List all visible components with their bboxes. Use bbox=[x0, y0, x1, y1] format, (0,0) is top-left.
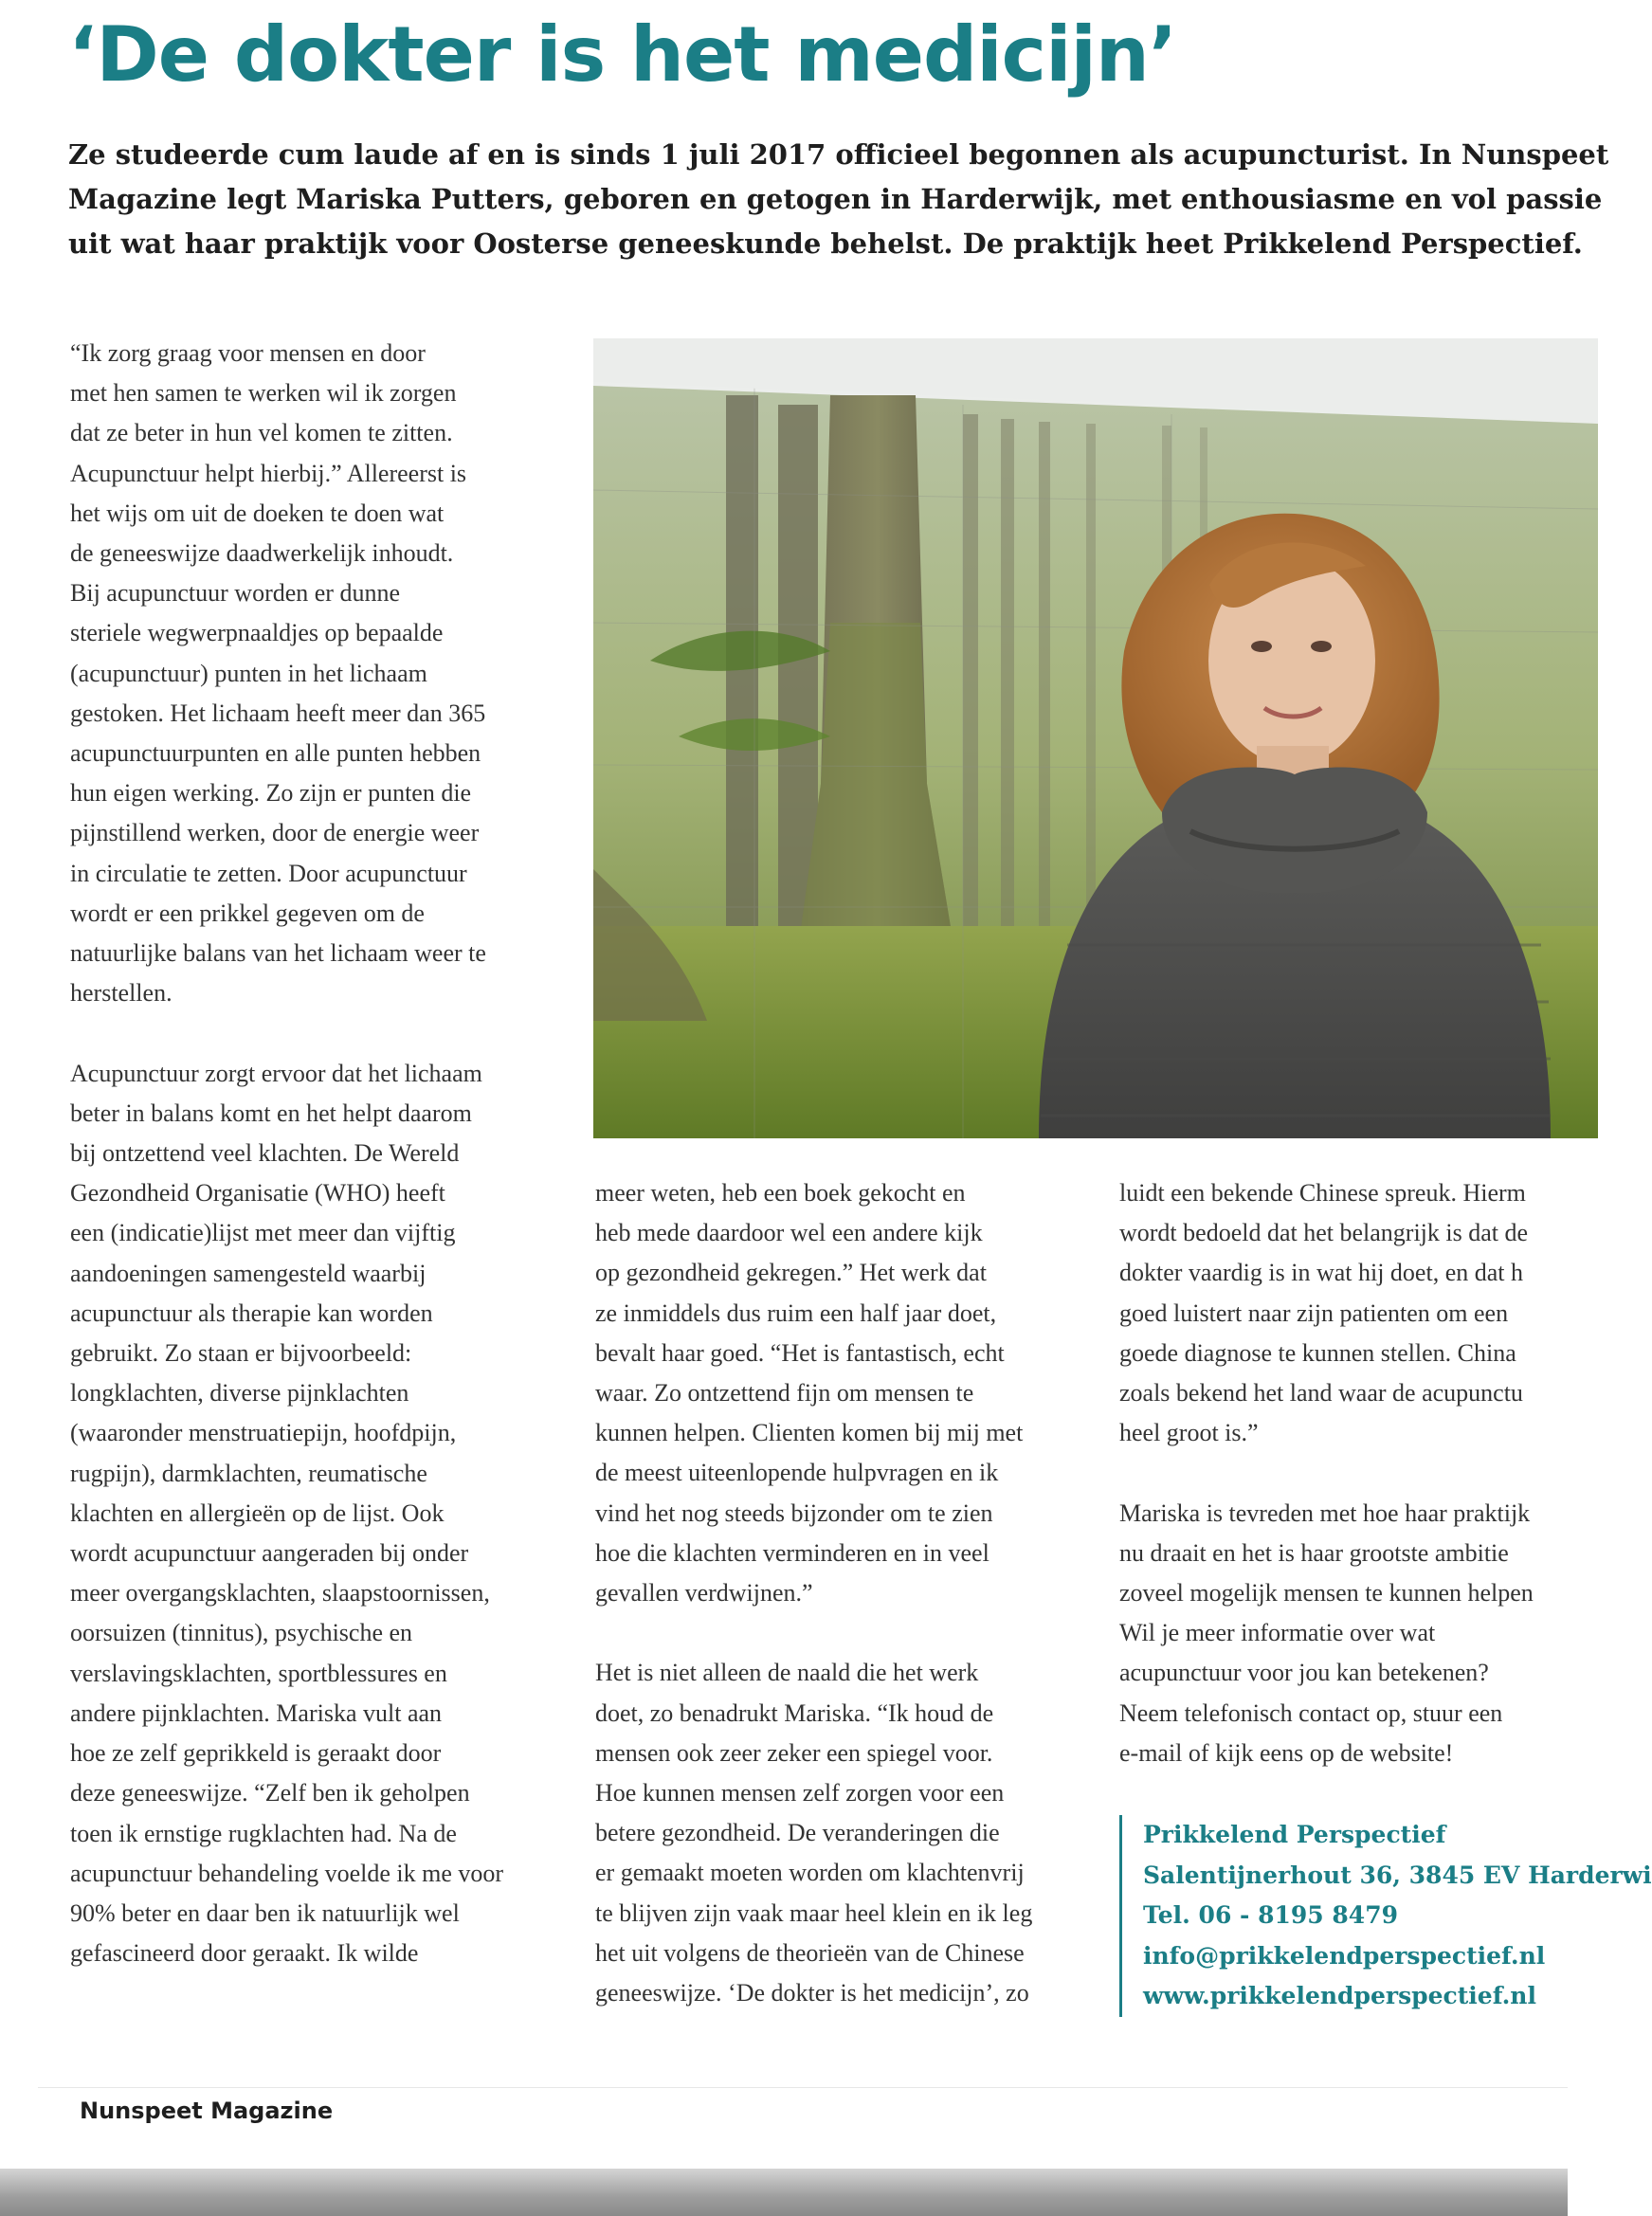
body-text-line: goed luistert naar zijn patienten om een bbox=[1119, 1299, 1509, 1327]
footer-divider bbox=[38, 2087, 1568, 2088]
body-text-line: hoe ze zelf geprikkeld is geraakt door bbox=[70, 1739, 442, 1768]
article-title: ‘De dokter is het medicijn’ bbox=[68, 10, 1177, 99]
body-text-line: wordt acupunctuur aangeraden bij onder bbox=[70, 1539, 469, 1568]
body-text-line: een (indicatie)lijst met meer dan vijftig bbox=[70, 1219, 456, 1247]
body-text-line: gefascineerd door geraakt. Ik wilde bbox=[70, 1939, 419, 1968]
body-text-line: de geneeswijze daadwerkelijk inhoudt. bbox=[70, 539, 454, 568]
body-text-line: er gemaakt moeten worden om klachtenvrij bbox=[595, 1859, 1025, 1887]
body-text-line: (acupunctuur) punten in het lichaam bbox=[70, 659, 427, 687]
body-text-line: steriele wegwerpnaaldjes op bepaalde bbox=[70, 619, 444, 647]
body-text-line: aandoeningen samengesteld waarbij bbox=[70, 1259, 427, 1287]
body-text-line: met hen samen te werken wil ik zorgen bbox=[70, 379, 457, 408]
body-text-line: e-mail of kijk eens op de website! bbox=[1119, 1738, 1454, 1767]
body-text-line: Acupunctuur zorgt ervoor dat het lichaam bbox=[70, 1059, 482, 1087]
body-text-line: pijnstillend werken, door de energie weer bbox=[70, 819, 480, 847]
body-text-line: acupunctuur voor jou kan betekenen? bbox=[1119, 1659, 1489, 1687]
body-text-line: het uit volgens de theorieën van de Chinese bbox=[595, 1938, 1025, 1967]
body-text-line: oorsuizen (tinnitus), psychische en bbox=[70, 1619, 413, 1647]
body-text-line: bevalt haar goed. “Het is fantastisch, echt bbox=[595, 1338, 1005, 1367]
body-text-line: rugpijn), darmklachten, reumatische bbox=[70, 1459, 427, 1487]
body-text-line: wordt bedoeld dat het belangrijk is dat de bbox=[1119, 1219, 1529, 1247]
body-text-line: geneeswijze. ‘De dokter is het medicijn’, zo bbox=[595, 1979, 1029, 2007]
body-text-line: hun eigen werking. Zo zijn er punten die bbox=[70, 779, 472, 808]
body-text-line: verslavingsklachten, sportblessures en bbox=[70, 1659, 447, 1687]
body-text-line: Neem telefonisch contact op, stuur een bbox=[1119, 1698, 1503, 1727]
body-text-line: de meest uiteenlopende hulpvragen en ik bbox=[595, 1459, 999, 1487]
body-text-line: toen ik ernstige rugklachten had. Na de bbox=[70, 1819, 457, 1847]
body-text-line: dat ze beter in hun vel komen te zitten. bbox=[70, 419, 453, 447]
body-text-line: op gezondheid gekregen.” Het werk dat bbox=[595, 1259, 987, 1287]
body-text-line: longklachten, diverse pijnklachten bbox=[70, 1379, 409, 1408]
body-text-line: betere gezondheid. De veranderingen die bbox=[595, 1819, 1000, 1847]
body-text-line: dokter vaardig is in wat hij doet, en dat h bbox=[1119, 1259, 1524, 1287]
contact-box bbox=[1119, 1815, 1652, 2017]
body-text-line: in circulatie te zetten. Door acupunctuur bbox=[70, 859, 467, 887]
body-text-line: te blijven zijn vaak maar heel klein en ik leg bbox=[595, 1898, 1033, 1927]
body-text-line: herstellen. bbox=[70, 979, 172, 1008]
article-column-2 bbox=[595, 1173, 1088, 2013]
article-column-3 bbox=[1119, 1173, 1612, 1773]
body-text-line: 90% beter en daar ben ik natuurlijk wel bbox=[70, 1898, 460, 1927]
portrait-photo bbox=[593, 338, 1598, 1138]
body-text-line: het wijs om uit de doeken te doen wat bbox=[70, 499, 445, 527]
intro-line: Magazine legt Mariska Putters, geboren en getogen in Harderwijk, met enthousiasme en vol passie bbox=[68, 183, 1603, 215]
body-text-line: natuurlijke balans van het lichaam weer te bbox=[70, 939, 486, 968]
body-text-line: bij ontzettend veel klachten. De Wereld bbox=[70, 1139, 460, 1168]
body-text-line: heel groot is.” bbox=[1119, 1419, 1259, 1447]
body-text-line: Wil je meer informatie over wat bbox=[1119, 1619, 1436, 1647]
body-text-line: ze inmiddels dus ruim een half jaar doet, bbox=[595, 1299, 997, 1327]
body-text-line: Hoe kunnen mensen zelf zorgen voor een bbox=[595, 1779, 1005, 1807]
contact-address: Salentijnerhout 36, 3845 EV Harderwi bbox=[1143, 1861, 1652, 1889]
body-text-line: gebruikt. Zo staan er bijvoorbeeld: bbox=[70, 1339, 412, 1368]
scan-bottom-edge bbox=[0, 2169, 1568, 2216]
intro-line: uit wat haar praktijk voor Oosterse geneeskunde behelst. De praktijk heet Prikkelend Perspectief. bbox=[68, 227, 1583, 260]
body-text-line: (waaronder menstruatiepijn, hoofdpijn, bbox=[70, 1419, 457, 1447]
body-text-line: waar. Zo ontzettend fijn om mensen te bbox=[595, 1379, 974, 1408]
body-text-line: kunnen helpen. Clienten komen bij mij met bbox=[595, 1419, 1024, 1447]
body-text-line: nu draait en het is haar grootste ambitie bbox=[1119, 1538, 1509, 1567]
contact-phone: Tel. 06 - 8195 8479 bbox=[1143, 1901, 1398, 1929]
body-text-line: doet, zo benadrukt Mariska. “Ik houd de bbox=[595, 1698, 994, 1727]
portrait-photo-illustration bbox=[593, 338, 1598, 1138]
body-text-line: andere pijnklachten. Mariska vult aan bbox=[70, 1698, 443, 1727]
body-text-line: “Ik zorg graag voor mensen en door bbox=[70, 339, 426, 367]
body-text-line: beter in balans komt en het helpt daarom bbox=[70, 1099, 472, 1127]
body-text-line: Mariska is tevreden met hoe haar praktijk bbox=[1119, 1499, 1531, 1527]
body-text-line: hoe die klachten verminderen en in veel bbox=[595, 1538, 989, 1567]
intro-line: Ze studeerde cum laude af en is sinds 1 juli 2017 officieel begonnen als acupuncturist. In Nunspeet bbox=[68, 138, 1609, 171]
body-text-line: acupunctuurpunten en alle punten hebben bbox=[70, 739, 481, 768]
body-text-line: acupunctuur als therapie kan worden bbox=[70, 1299, 433, 1327]
body-text-line: meer overgangsklachten, slaapstoornissen, bbox=[70, 1579, 490, 1608]
body-text-line: gestoken. Het lichaam heeft meer dan 365 bbox=[70, 699, 486, 727]
body-text-line: vind het nog steeds bijzonder om te zien bbox=[595, 1499, 993, 1527]
body-text-line: zoals bekend het land waar de acupunctu bbox=[1119, 1379, 1523, 1408]
body-text-line: wordt er een prikkel gegeven om de bbox=[70, 899, 425, 927]
paragraph-gap bbox=[595, 1613, 1088, 1653]
paragraph-gap bbox=[70, 1013, 582, 1053]
footer-magazine-name: Nunspeet Magazine bbox=[80, 2098, 334, 2124]
body-text-line: goede diagnose te kunnen stellen. China bbox=[1119, 1338, 1516, 1367]
body-text-line: gevallen verdwijnen.” bbox=[595, 1579, 813, 1608]
contact-website: www.prikkelendperspectief.nl bbox=[1143, 1982, 1536, 2009]
body-text-line: deze geneeswijze. “Zelf ben ik geholpen bbox=[70, 1779, 470, 1807]
article-column-1 bbox=[70, 334, 582, 1973]
body-text-line: Bij acupunctuur worden er dunne bbox=[70, 579, 401, 608]
contact-business-name: Prikkelend Perspectief bbox=[1143, 1821, 1446, 1848]
body-text-line: Acupunctuur helpt hierbij.” Allereerst is bbox=[70, 459, 467, 487]
body-text-line: luidt een bekende Chinese spreuk. Hierm bbox=[1119, 1179, 1526, 1207]
body-text-line: meer weten, heb een boek gekocht en bbox=[595, 1179, 966, 1207]
body-text-line: mensen ook zeer zeker een spiegel voor. bbox=[595, 1738, 993, 1767]
body-text-line: zoveel mogelijk mensen te kunnen helpen bbox=[1119, 1579, 1534, 1608]
contact-email: info@prikkelendperspectief.nl bbox=[1143, 1941, 1546, 1970]
body-text-line: Gezondheid Organisatie (WHO) heeft bbox=[70, 1179, 445, 1208]
body-text-line: heb mede daardoor wel een andere kijk bbox=[595, 1219, 983, 1247]
body-text-line: Het is niet alleen de naald die het werk bbox=[595, 1659, 979, 1687]
body-text-line: klachten en allergieën op de lijst. Ook bbox=[70, 1499, 445, 1527]
body-text-line: acupunctuur behandeling voelde ik me voor bbox=[70, 1859, 504, 1887]
paragraph-gap bbox=[1119, 1453, 1612, 1493]
article-intro bbox=[68, 133, 1609, 266]
